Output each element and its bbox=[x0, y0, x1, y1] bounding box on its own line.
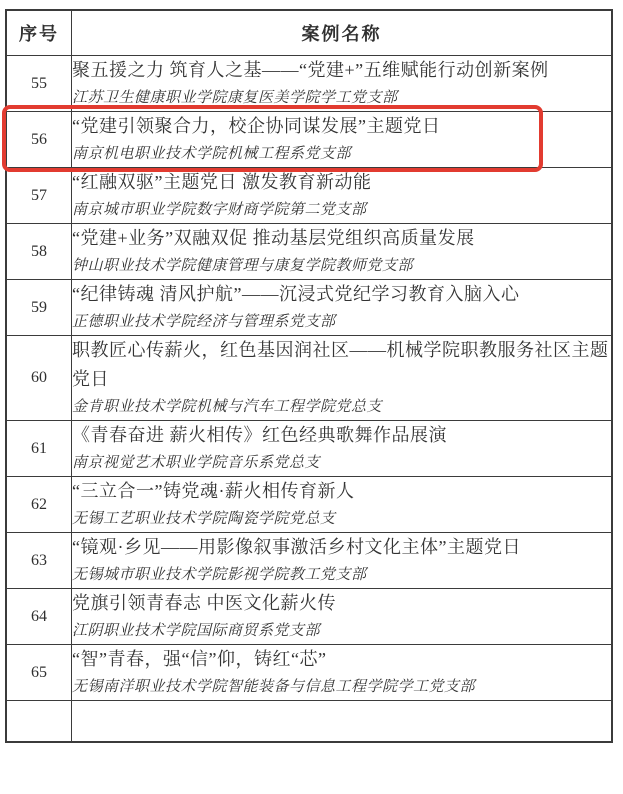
case-cell bbox=[72, 224, 613, 280]
table-row bbox=[6, 477, 612, 533]
case-table-body bbox=[6, 56, 612, 743]
case-title: 聚五援之力 筑育人之基——“党建+”五维赋能行动创新案例 bbox=[72, 60, 549, 80]
case-title: 党旗引领青春志 中医文化薪火传 bbox=[72, 593, 336, 613]
case-organization: 无锡工艺职业技术学院陶瓷学院党总支 bbox=[72, 511, 336, 527]
case-title: “纪律铸魂 清风护航”——沉浸式党纪学习教育入脑入心 bbox=[72, 284, 520, 304]
case-cell bbox=[72, 168, 613, 224]
table-row bbox=[6, 56, 612, 112]
case-number: 57 bbox=[6, 168, 72, 224]
case-organization: 正德职业技术学院经济与管理系党支部 bbox=[72, 314, 336, 330]
case-number: 65 bbox=[6, 645, 72, 701]
case-title: “智”青春，强“信”仰，铸红“芯” bbox=[72, 649, 327, 669]
header-row bbox=[6, 10, 612, 56]
case-cell bbox=[72, 589, 613, 645]
case-organization: 金肯职业技术学院机械与汽车工程学院党总支 bbox=[72, 399, 383, 415]
table-row bbox=[6, 224, 612, 280]
case-number bbox=[6, 701, 72, 743]
case-title: “党建引领聚合力，校企协同谋发展”主题党日 bbox=[72, 116, 441, 136]
case-number: 55 bbox=[6, 56, 72, 112]
case-number: 62 bbox=[6, 477, 72, 533]
table-row bbox=[6, 645, 612, 701]
case-title: “红融双驱”主题党日 激发教育新动能 bbox=[72, 172, 372, 192]
case-title: 职教匠心传薪火，红色基因润社区——机械学院职教服务社区主题党日 bbox=[72, 340, 609, 389]
table-row bbox=[6, 589, 612, 645]
case-number: 64 bbox=[6, 589, 72, 645]
case-number: 58 bbox=[6, 224, 72, 280]
case-cell bbox=[72, 533, 613, 589]
case-number: 61 bbox=[6, 421, 72, 477]
case-organization: 南京机电职业技术学院机械工程系党支部 bbox=[72, 146, 352, 162]
table-row bbox=[6, 336, 612, 421]
table-row bbox=[6, 421, 612, 477]
case-number: 60 bbox=[6, 336, 72, 421]
case-number: 56 bbox=[6, 112, 72, 168]
case-number: 59 bbox=[6, 280, 72, 336]
case-title: 《青春奋进 薪火相传》红色经典歌舞作品展演 bbox=[72, 425, 447, 445]
case-organization: 无锡城市职业技术学院影视学院教工党支部 bbox=[72, 567, 367, 583]
table-row bbox=[6, 533, 612, 589]
header-col-sequence-number: 序号 bbox=[6, 10, 72, 56]
case-cell bbox=[72, 701, 613, 743]
partial-next-row bbox=[6, 701, 612, 743]
case-organization: 南京城市职业学院数字财商学院第二党支部 bbox=[72, 202, 367, 218]
case-table-header bbox=[6, 10, 612, 56]
case-cell bbox=[72, 645, 613, 701]
case-cell bbox=[72, 280, 613, 336]
case-cell bbox=[72, 56, 613, 112]
case-cell bbox=[72, 336, 613, 421]
case-organization: 南京视觉艺术职业学院音乐系党总支 bbox=[72, 455, 321, 471]
case-cell bbox=[72, 112, 613, 168]
case-number: 63 bbox=[6, 533, 72, 589]
header-col-case-name: 案例名称 bbox=[72, 10, 613, 56]
case-organization: 无锡南洋职业技术学院智能装备与信息工程学院学工党支部 bbox=[72, 679, 476, 695]
table-row bbox=[6, 280, 612, 336]
case-title: “党建+业务”双融双促 推动基层党组织高质量发展 bbox=[72, 228, 475, 248]
case-cell bbox=[72, 477, 613, 533]
case-title: “三立合一”铸党魂·薪火相传育新人 bbox=[72, 481, 355, 501]
case-table bbox=[5, 9, 613, 743]
table-row bbox=[6, 112, 612, 168]
case-organization: 钟山职业技术学院健康管理与康复学院教师党支部 bbox=[72, 258, 414, 274]
case-title: “镜观·乡见——用影像叙事激活乡村文化主体”主题党日 bbox=[72, 537, 521, 557]
table-row bbox=[6, 168, 612, 224]
case-cell bbox=[72, 421, 613, 477]
case-organization: 江阴职业技术学院国际商贸系党支部 bbox=[72, 623, 321, 639]
case-organization: 江苏卫生健康职业学院康复医美学院学工党支部 bbox=[72, 90, 398, 106]
